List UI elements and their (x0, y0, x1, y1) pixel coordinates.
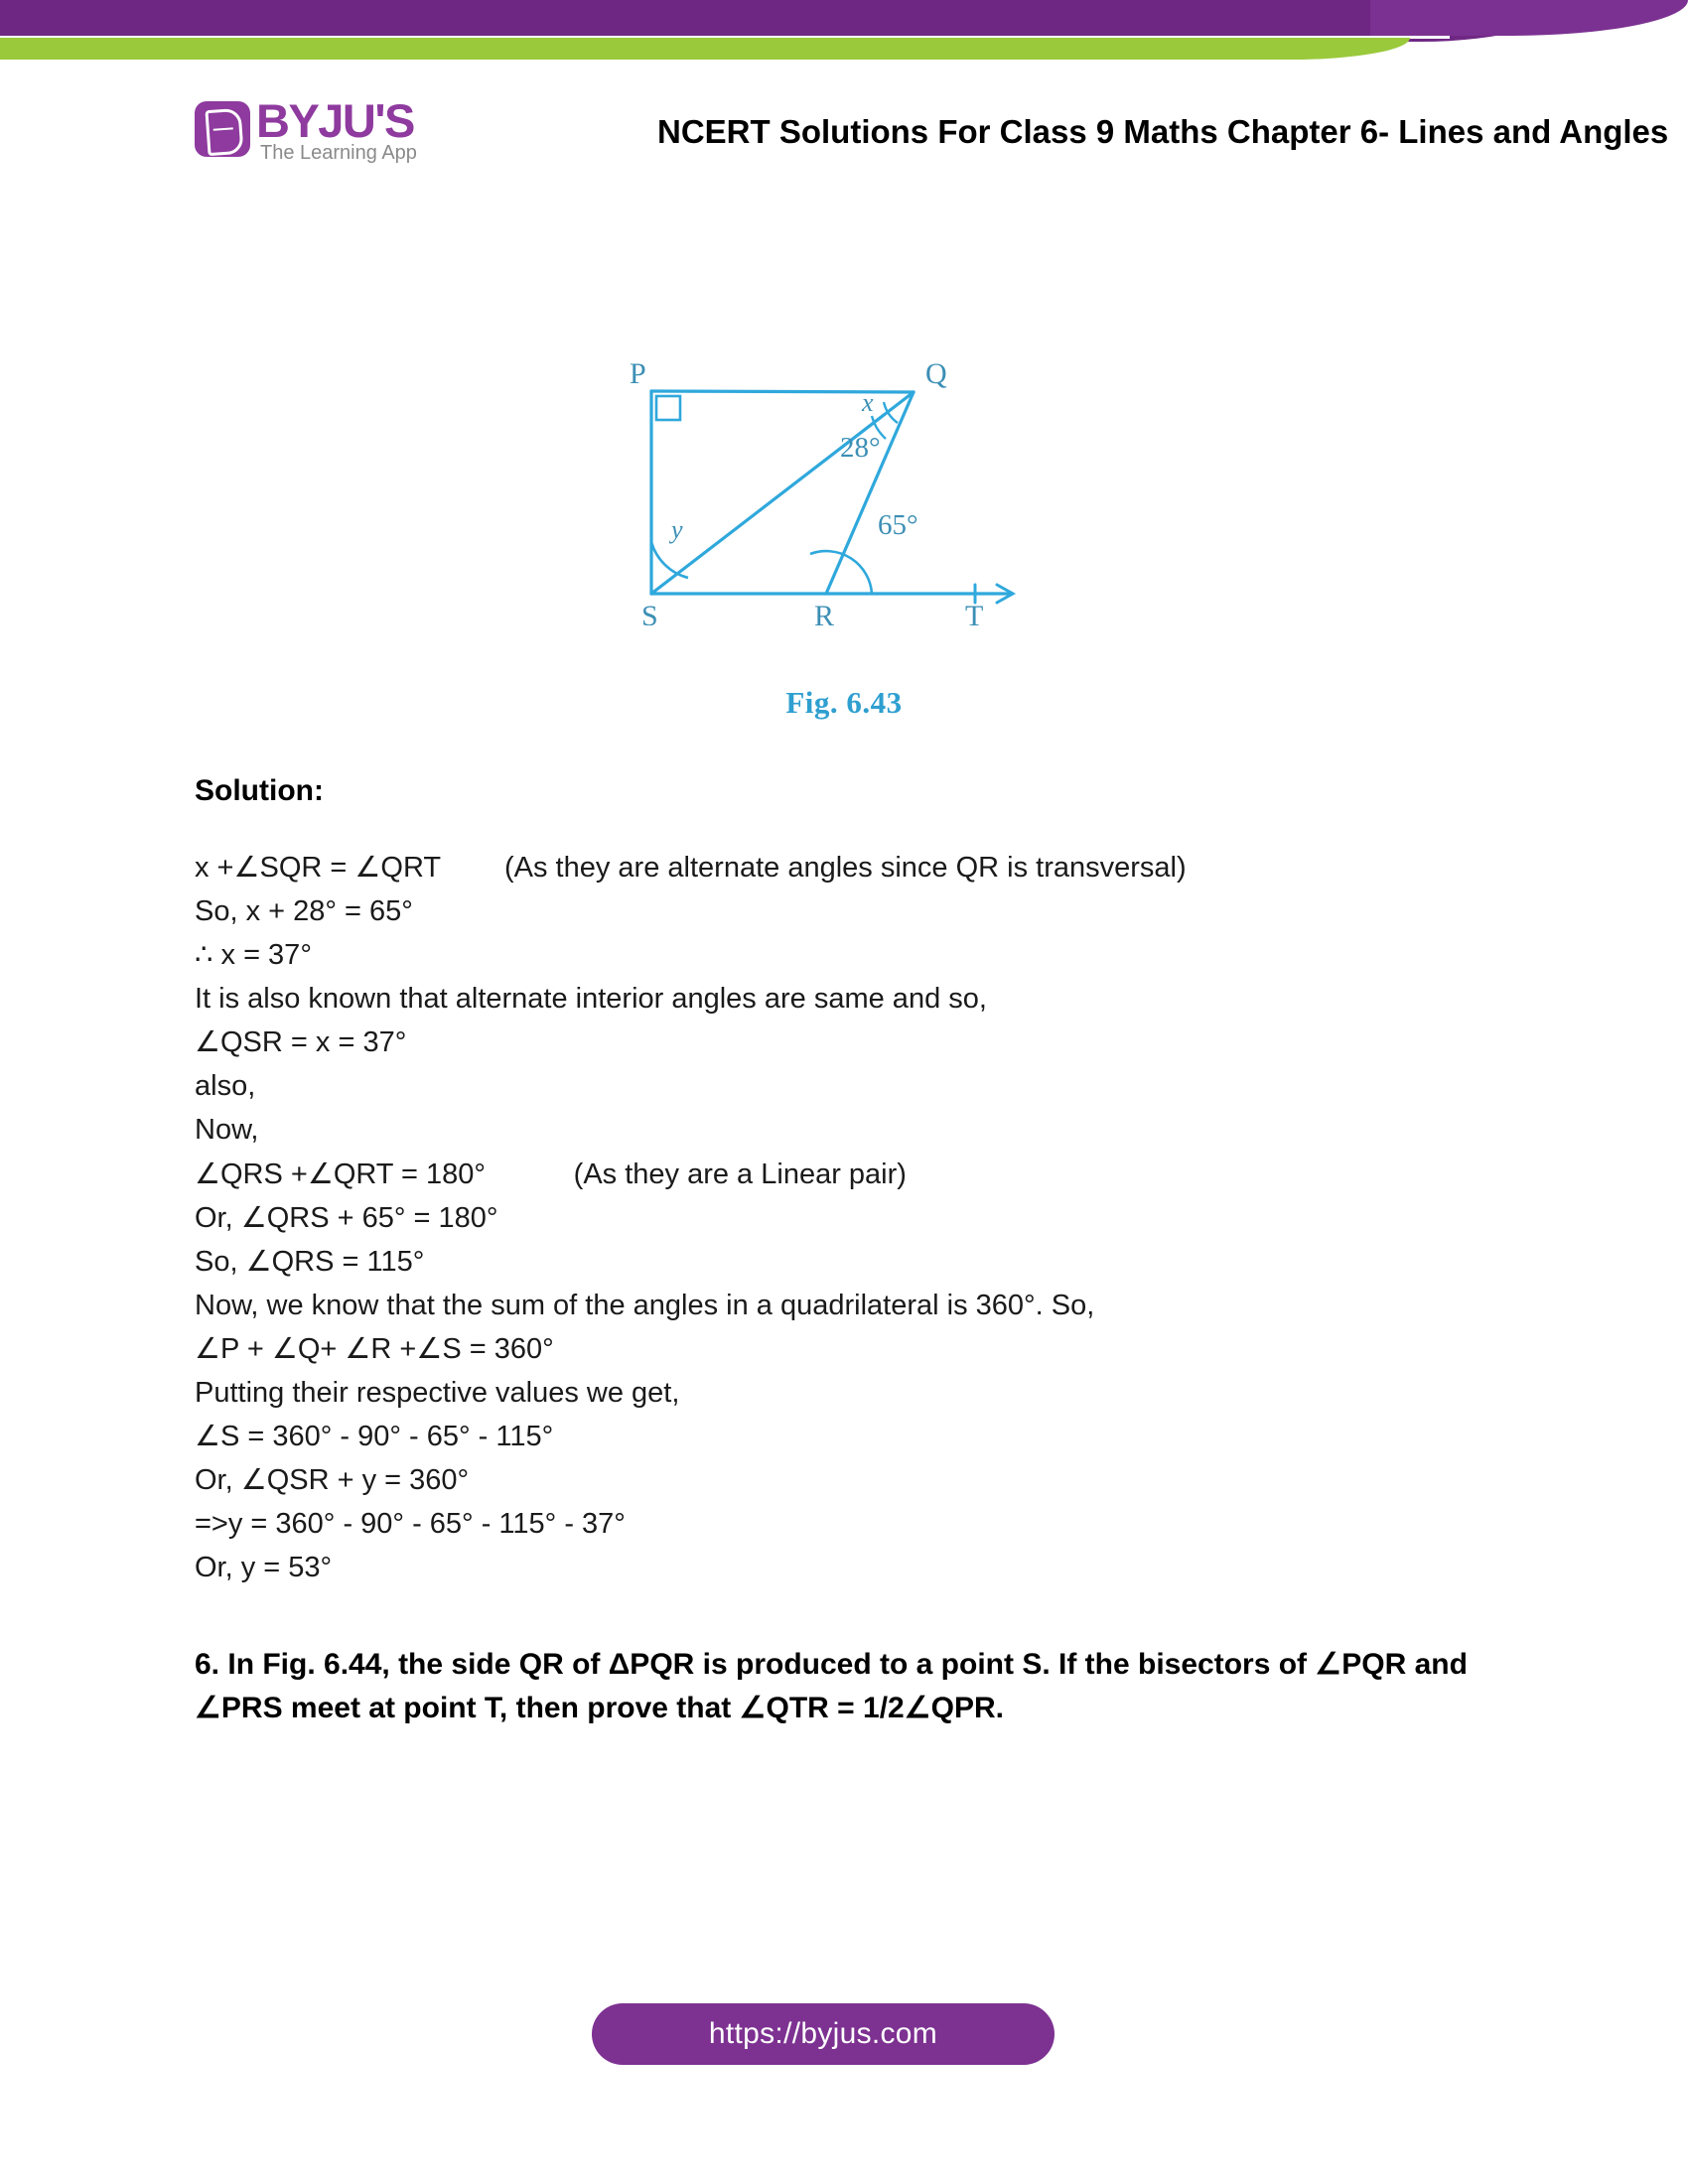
angle-label-y: y (671, 515, 683, 544)
solution-line: x +∠SQR = ∠QRT (As they are alternate angles since QR is transversal) (195, 852, 1187, 884)
figure-6-43-svg (616, 328, 1072, 625)
solution-line: Or, y = 53° (195, 1552, 333, 1584)
angle-arc-y (651, 542, 688, 578)
question-6-text: 6. In Fig. 6.44, the side QR of ΔPQR is produced to a point S. If the bisectors of ∠PQR and ∠PRS meet at point T, then prove that ∠QTR = 1/2∠QPR. (195, 1648, 1468, 1724)
solution-line: Now, (195, 1114, 259, 1147)
solution-line: Or, ∠QSR + y = 360° (195, 1464, 470, 1497)
angle-label-x: x (862, 388, 874, 417)
byjus-logo-icon (195, 101, 250, 157)
figure-caption: Fig. 6.43 (785, 685, 903, 720)
solution-line: Now, we know that the sum of the angles in a quadrilateral is 360°. So, (195, 1289, 1095, 1321)
solution-line: Or, ∠QRS + 65° = 180° (195, 1201, 498, 1234)
solution-line: =>y = 360° - 90° - 65° - 115° - 37° (195, 1508, 626, 1541)
right-angle-marker-P (656, 396, 680, 420)
solution-line: also, (195, 1070, 256, 1103)
vertex-label-P: P (630, 357, 646, 390)
solution-line: Putting their respective values we get, (195, 1376, 680, 1409)
solution-line: So, x + 28° = 65° (195, 895, 413, 928)
solution-line: ∠P + ∠Q+ ∠R +∠S = 360° (195, 1332, 554, 1365)
solution-line: So, ∠QRS = 115° (195, 1245, 425, 1278)
solution-section (195, 774, 1525, 1589)
angle-label-65: 65° (878, 509, 918, 541)
header-green-band (0, 38, 1410, 60)
solution-line: ∴ x = 37° (195, 939, 312, 972)
solution-line: ∠QSR = x = 37° (195, 1026, 407, 1059)
footer-url-pill[interactable] (592, 2003, 1055, 2065)
solution-heading: Solution: (195, 774, 324, 807)
footer-url-label: https://byjus.com (708, 2017, 938, 2050)
page-title: NCERT Solutions For Class 9 Maths Chapter 6- Lines and Angles (657, 113, 1669, 150)
logo-wordmark: BYJU'S (256, 94, 414, 147)
solution-lines (195, 846, 1525, 1589)
vertex-label-R: R (814, 600, 835, 625)
segment-QR (826, 392, 914, 594)
logo-tagline: The Learning App (260, 142, 417, 164)
vertex-label-S: S (641, 600, 658, 625)
angle-label-28: 28° (840, 432, 881, 464)
geometry-figure (0, 328, 1688, 725)
solution-line: ∠S = 360° - 90° - 65° - 115° (195, 1421, 554, 1453)
page-header (195, 94, 1669, 164)
vertex-label-Q: Q (925, 357, 947, 390)
header-decorative-bands (0, 0, 1688, 69)
solution-line: ∠QRS +∠QRT = 180° (As they are a Linear pair) (195, 1158, 907, 1190)
solution-line: It is also known that alternate interior angles are same and so, (195, 983, 987, 1016)
segment-PQ (651, 391, 914, 392)
header-purple-band-accent (1370, 0, 1688, 36)
letter-b-icon (205, 108, 243, 156)
vertex-label-T: T (965, 600, 984, 625)
